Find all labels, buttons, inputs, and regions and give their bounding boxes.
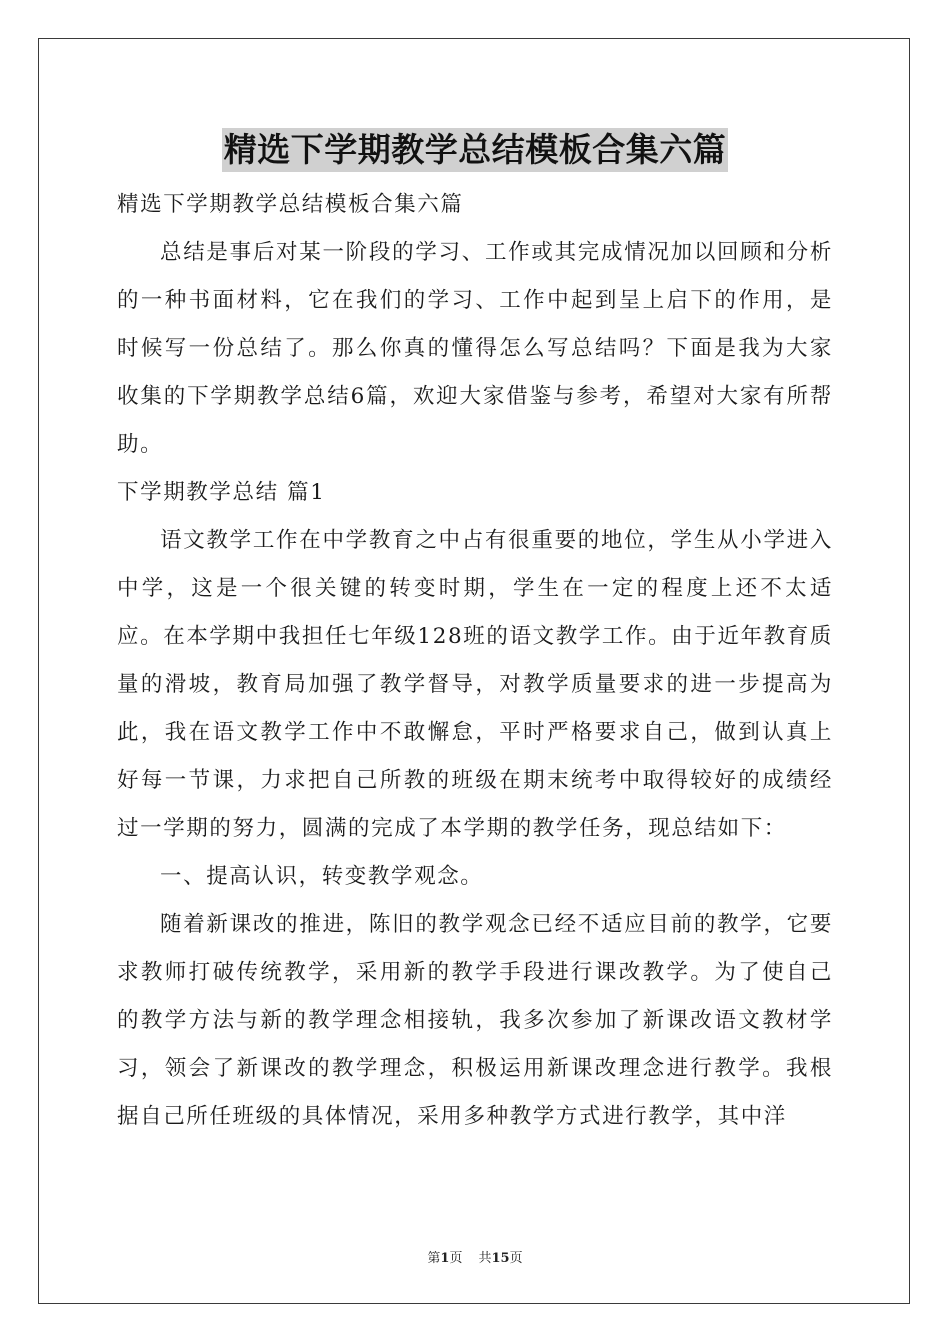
title-wrap [0, 128, 950, 172]
page-suffix: 页 [449, 1251, 463, 1266]
subsection-heading: 一、提高认识，转变教学观念。 [160, 864, 484, 889]
paragraph-intro: 总结是事后对某一阶段的学习、工作或其完成情况加以回顾和分析的一种书面材料，它在我们的学习、工作中起到呈上启下的作用，是时候写一份总结了。那么你真的懂得怎么写总结吗？下面是我为大家收集的下学期教学总结6篇，欢迎大家借鉴与参考，希望对大家有所帮助。 [117, 240, 833, 457]
paragraph-body-2: 随着新课改的推进，陈旧的教学观念已经不适应目前的教学，它要求教师打破传统教学，采用新的教学手段进行课改教学。为了使自己的教学方法与新的教学理念相接轨，我多次参加了新课改语文教材学习，领会了新课改的教学理念，积极运用新课改理念进行教学。我根据自己所任班级的具体情况，采用多种教学方式进行教学，其中洋 [117, 912, 833, 1129]
section-heading: 下学期教学总结 篇1 [117, 480, 326, 505]
paragraph-body: 语文教学工作在中学教育之中占有很重要的地位，学生从小学进入中学，这是一个很关键的转变时期，学生在一定的程度上还不太适应。在本学期中我担任七年级128班的语文教学工作。由于近年教育质量的滑坡，教育局加强了教学督导，对教学质量要求的进一步提高为此，我在语文教学工作中不敢懈怠，平时严格要求自己，做到认真上好每一节课，力求把自己所教的班级在期末统考中取得较好的成绩经过一学期的努力，圆满的完成了本学期的教学任务，现总结如下： [117, 528, 833, 841]
page-current: 1 [440, 1251, 450, 1266]
document-body [117, 181, 833, 1141]
page-prefix: 第 [427, 1251, 441, 1266]
page-footer [0, 1247, 950, 1266]
document-title: 精选下学期教学总结模板合集六篇 [222, 128, 729, 172]
page-total: 15 [491, 1251, 510, 1266]
total-prefix: 共 [478, 1251, 492, 1266]
document-subtitle: 精选下学期教学总结模板合集六篇 [117, 192, 464, 217]
total-suffix: 页 [509, 1251, 523, 1266]
